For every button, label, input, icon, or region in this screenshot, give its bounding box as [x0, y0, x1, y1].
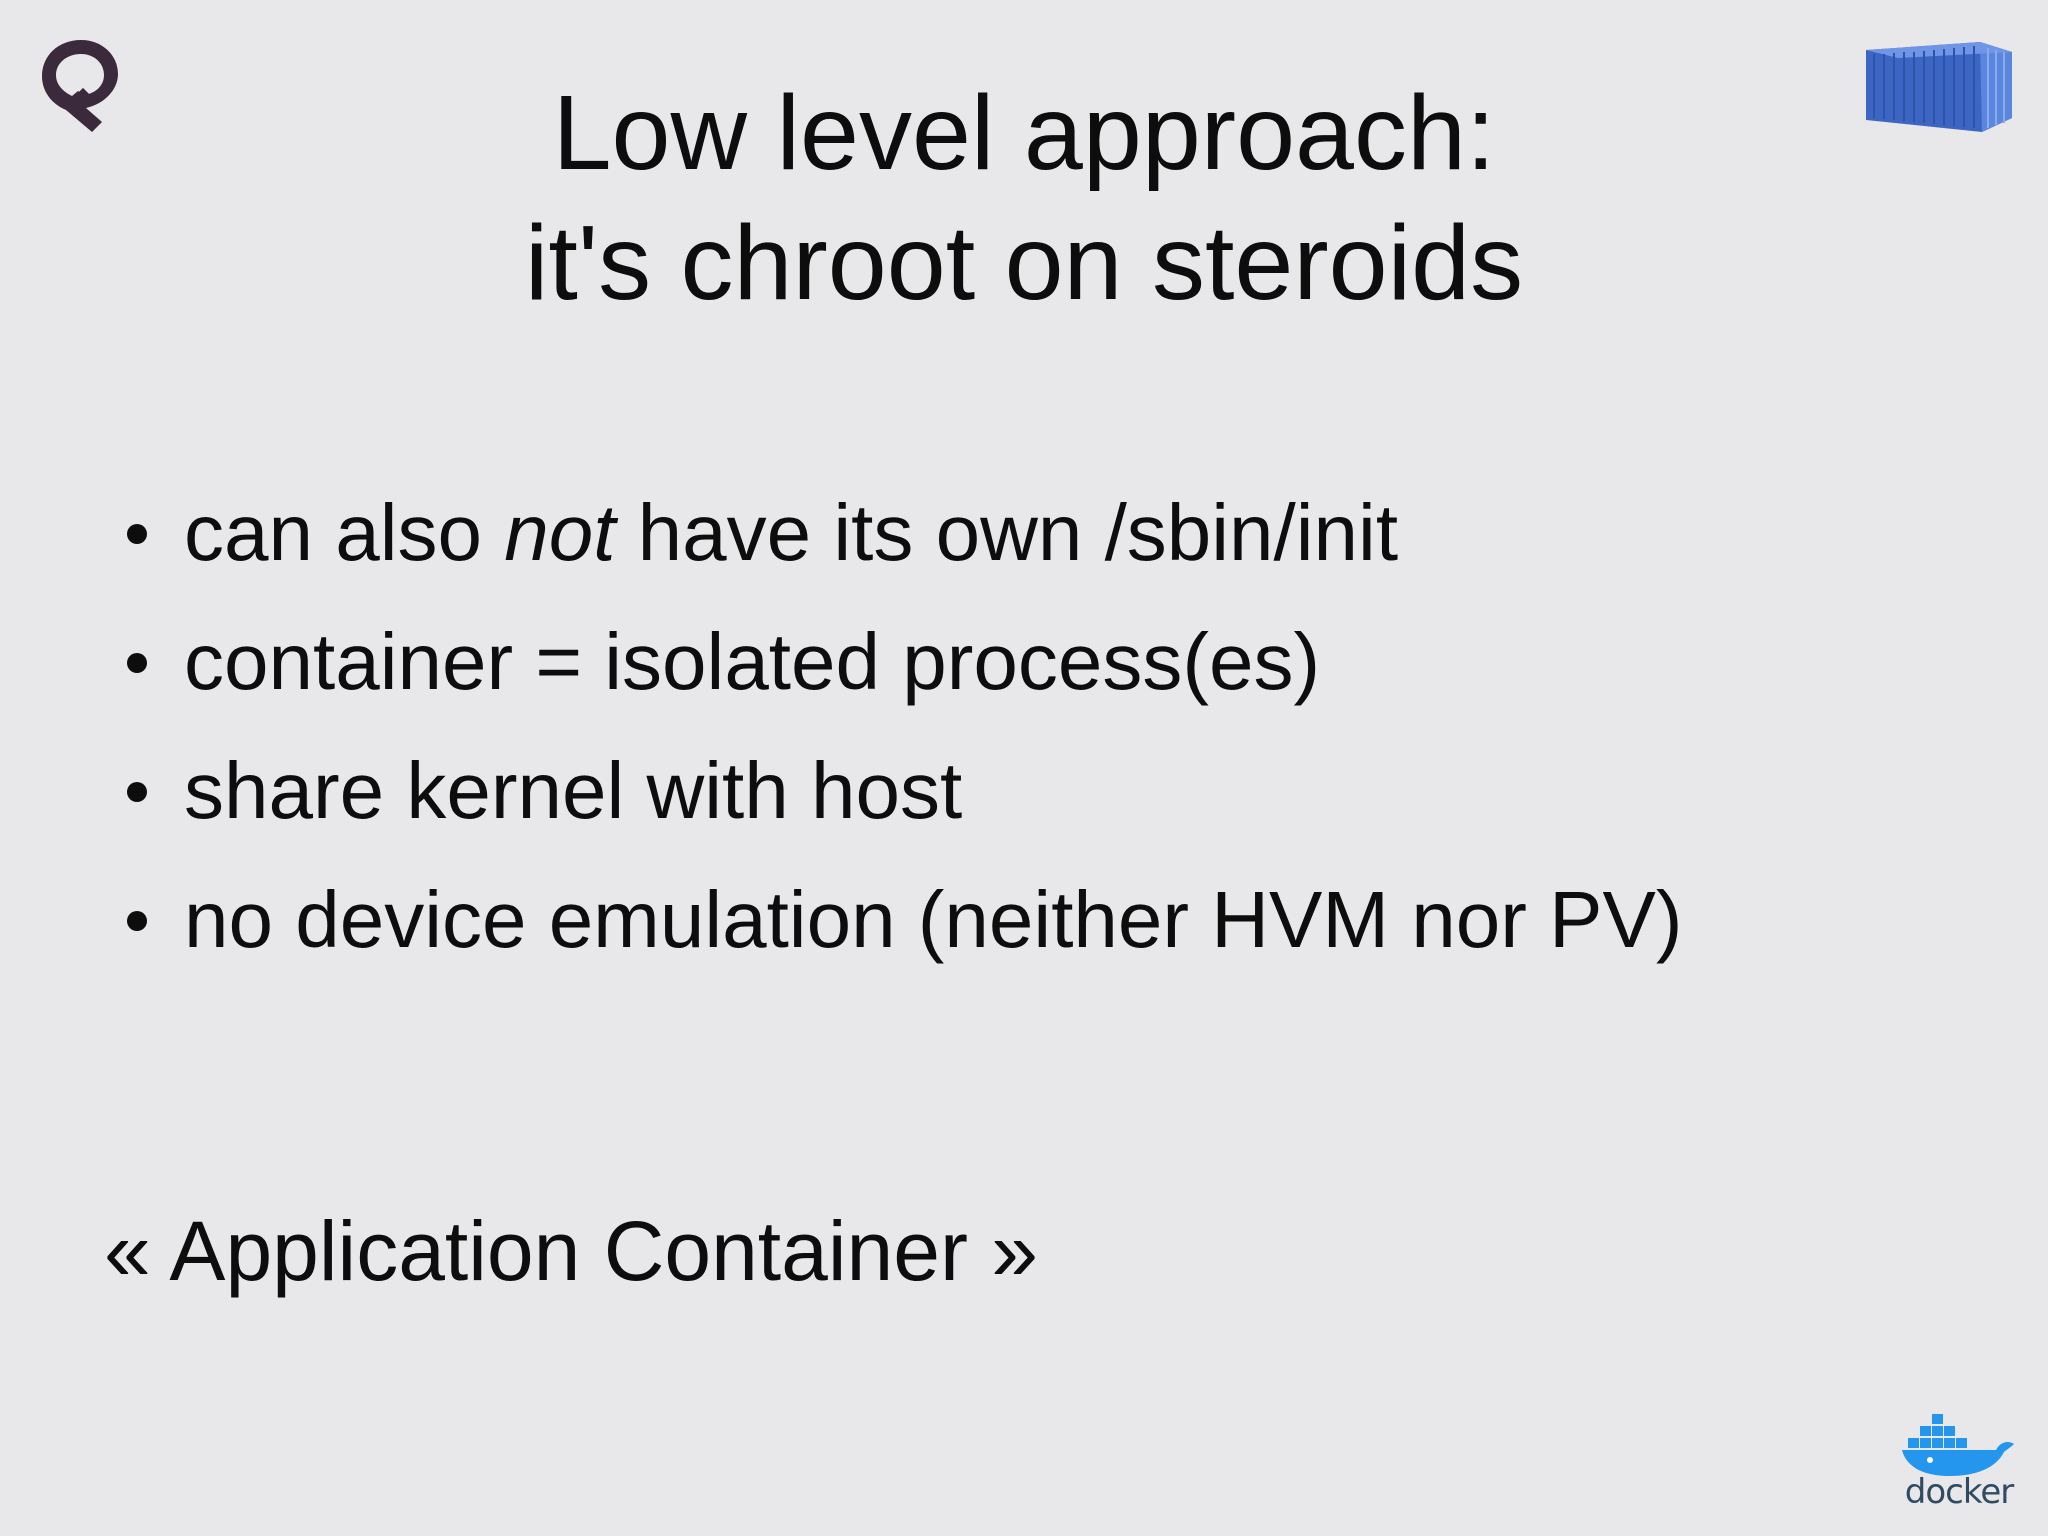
title-line-2: it's chroot on steroids — [524, 204, 1524, 322]
application-container-caption: « Application Container » — [104, 1204, 1038, 1298]
bullet-text: can also — [184, 488, 505, 577]
docker-wordmark: docker — [1904, 1472, 2014, 1512]
bullet-emphasis: not — [504, 488, 616, 577]
bullet-text: no device emulation (neither HVM nor PV) — [184, 875, 1683, 964]
bullet-text: share kernel with host — [184, 746, 963, 835]
docker-whale-icon — [1900, 1408, 2018, 1518]
bullet-dot — [127, 782, 147, 802]
bullet-item — [120, 468, 1682, 597]
bullet-dot — [127, 524, 147, 544]
bullet-dot — [127, 653, 147, 673]
bullet-list — [120, 468, 1682, 984]
bullet-dot — [127, 911, 147, 931]
bullet-text-after: have its own /sbin/init — [615, 488, 1399, 577]
bullet-text: container = isolated process(es) — [184, 617, 1321, 706]
bullet-item — [120, 855, 1682, 984]
bullet-item — [120, 597, 1682, 726]
bullet-item — [120, 726, 1682, 855]
slide-title — [0, 68, 2048, 328]
title-line-1: Low level approach: — [552, 74, 1496, 192]
